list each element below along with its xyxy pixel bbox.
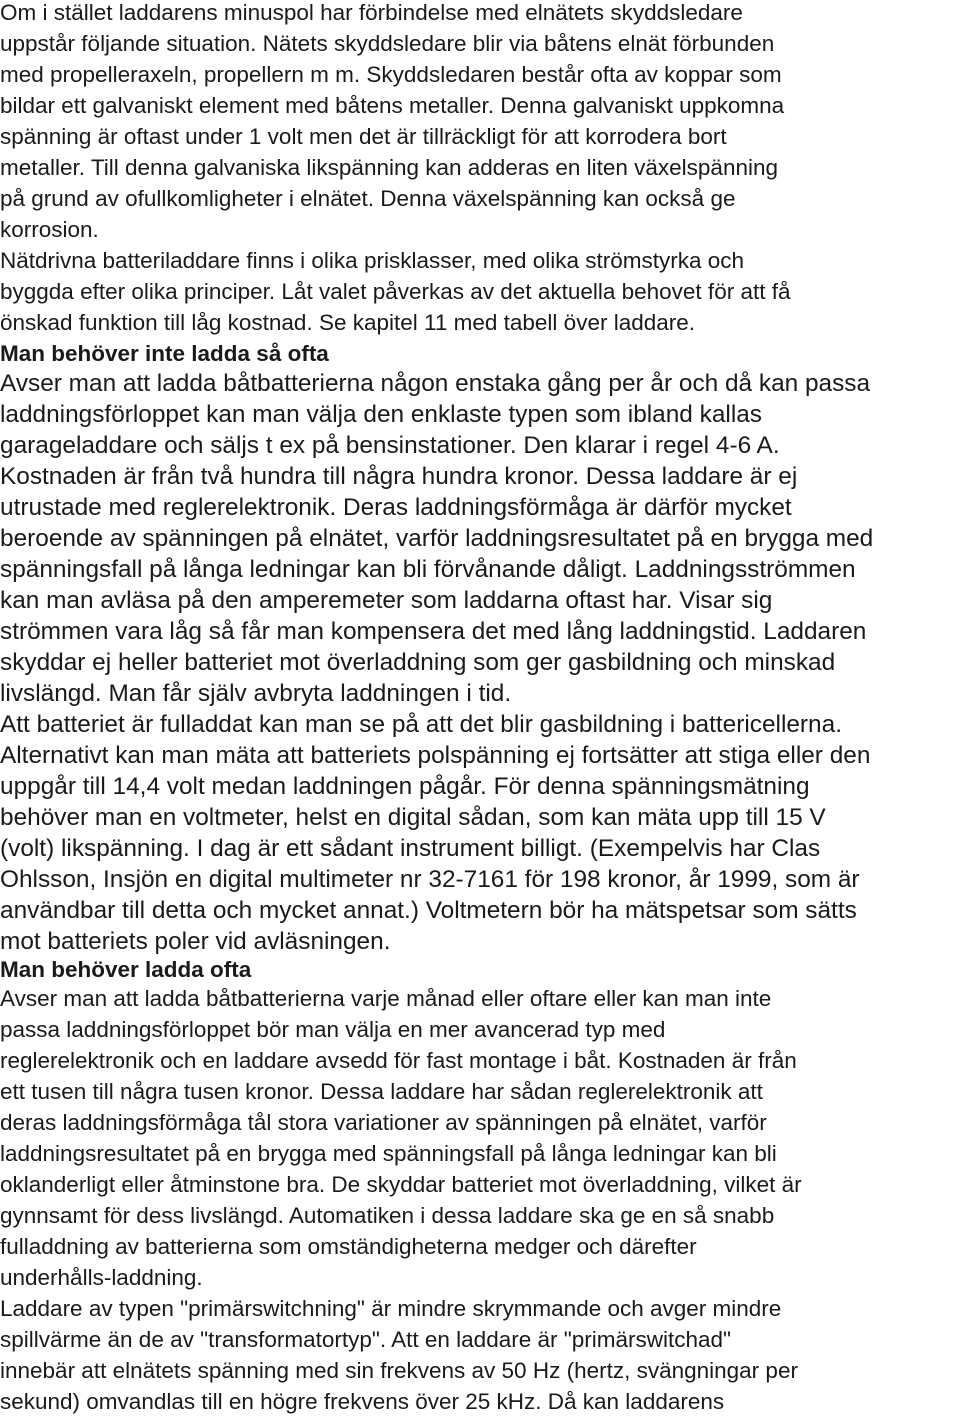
text-line: byggda efter olika principer. Låt valet påverkas av det aktuella behovet för att få	[0, 279, 791, 304]
text-line: utrustade med reglerelektronik. Deras laddningsförmåga är därför mycket	[0, 494, 792, 521]
text-line: garageladdare och säljs t ex på bensinstationer. Den klarar i regel 4-6 A.	[0, 432, 780, 459]
text-line: strömmen vara låg så får man kompensera det med lång laddningstid. Laddaren	[0, 618, 867, 645]
text-line: Avser man att ladda båtbatterierna någon enstaka gång per år och då kan passa	[0, 370, 871, 397]
text-line: användbar till detta och mycket annat.) Voltmetern bör ha mätspetsar som sätts	[0, 897, 857, 924]
text-line: spänningsfall på långa ledningar kan bli förvånande dåligt. Laddningsströmmen	[0, 556, 856, 583]
text-line: ett tusen till några tusen kronor. Dessa laddare har sådan reglerelektronik att	[0, 1079, 763, 1104]
text-line: Kostnaden är från två hundra till några hundra kronor. Dessa laddare är ej	[0, 463, 798, 490]
text-line: Avser man att ladda båtbatterierna varje månad eller oftare eller kan man inte	[0, 986, 772, 1011]
text-line: behöver man en voltmeter, helst en digital sådan, som kan mäta upp till 15 V	[0, 804, 826, 831]
text-line: reglerelektronik och en laddare avsedd för fast montage i båt. Kostnaden är från	[0, 1048, 797, 1073]
text-line: fulladdning av batterierna som omständigheterna medger och därefter	[0, 1234, 697, 1259]
section-heading: Man behöver inte ladda så ofta	[0, 341, 329, 366]
text-line: uppstår följande situation. Nätets skyddsledare blir via båtens elnät förbunden	[0, 31, 775, 56]
text-line: mot batteriets poler vid avläsningen.	[0, 928, 391, 955]
text-line: korrosion.	[0, 217, 99, 242]
text-line: beroende av spänningen på elnätet, varför laddningsresultatet på en brygga med	[0, 525, 874, 552]
text-line: Laddare av typen "primärswitchning" är mindre skrymmande och avger mindre	[0, 1296, 782, 1321]
text-line: skyddar ej heller batteriet mot överladdning som ger gasbildning och minskad	[0, 649, 836, 676]
text-line: gynnsamt för dess livslängd. Automatiken i dessa laddare ska ge en så snabb	[0, 1203, 775, 1228]
text-line: sekund) omvandlas till en högre frekvens över 25 kHz. Då kan laddarens	[0, 1389, 725, 1414]
text-line: metaller. Till denna galvaniska likspänning kan adderas en liten växelspänning	[0, 155, 778, 180]
text-line: med propelleraxeln, propellern m m. Skyddsledaren består ofta av koppar som	[0, 62, 782, 87]
text-line: Nätdrivna batteriladdare finns i olika prisklasser, med olika strömstyrka och	[0, 248, 745, 273]
text-line: laddningsresultatet på en brygga med spänningsfall på långa ledningar kan bli	[0, 1141, 777, 1166]
text-line: uppgår till 14,4 volt medan laddningen pågår. För denna spänningsmätning	[0, 773, 810, 800]
text-line: Alternativt kan man mäta att batteriets polspänning ej fortsätter att stiga eller den	[0, 742, 871, 769]
text-line: (volt) likspänning. I dag är ett sådant instrument billigt. (Exempelvis har Clas	[0, 835, 821, 862]
text-line: på grund av ofullkomligheter i elnätet. Denna växelspänning kan också ge	[0, 186, 736, 211]
text-line: innebär att elnätets spänning med sin frekvens av 50 Hz (hertz, svängningar per	[0, 1358, 798, 1383]
text-line: spillvärme än de av "transformatortyp". Att en laddare är "primärswitchad"	[0, 1327, 732, 1352]
text-line: oklanderligt eller åtminstone bra. De skyddar batteriet mot överladdning, vilket är	[0, 1172, 802, 1197]
text-line: kan man avläsa på den amperemeter som laddarna oftast har. Visar sig	[0, 587, 773, 614]
text-line: Att batteriet är fulladdat kan man se på att det blir gasbildning i battericellerna.	[0, 711, 842, 738]
text-line: deras laddningsförmåga tål stora variationer av spänningen på elnätet, varför	[0, 1110, 767, 1135]
text-line: önskad funktion till låg kostnad. Se kapitel 11 med tabell över laddare.	[0, 310, 696, 335]
text-line: Ohlsson, Insjön en digital multimeter nr 32-7161 för 198 kronor, år 1999, som är	[0, 866, 860, 893]
text-line: bildar ett galvaniskt element med båtens metaller. Denna galvaniskt uppkomna	[0, 93, 785, 118]
text-line: underhålls-laddning.	[0, 1265, 203, 1290]
section-heading: Man behöver ladda ofta	[0, 957, 252, 982]
text-line: passa laddningsförloppet bör man välja en mer avancerad typ med	[0, 1017, 666, 1042]
text-line: Om i stället laddarens minuspol har förbindelse med elnätets skyddsledare	[0, 0, 743, 25]
text-line: laddningsförloppet kan man välja den enklaste typen som ibland kallas	[0, 401, 763, 428]
text-line: livslängd. Man får själv avbryta laddningen i tid.	[0, 680, 512, 707]
text-line: spänning är oftast under 1 volt men det är tillräckligt för att korrodera bort	[0, 124, 727, 149]
